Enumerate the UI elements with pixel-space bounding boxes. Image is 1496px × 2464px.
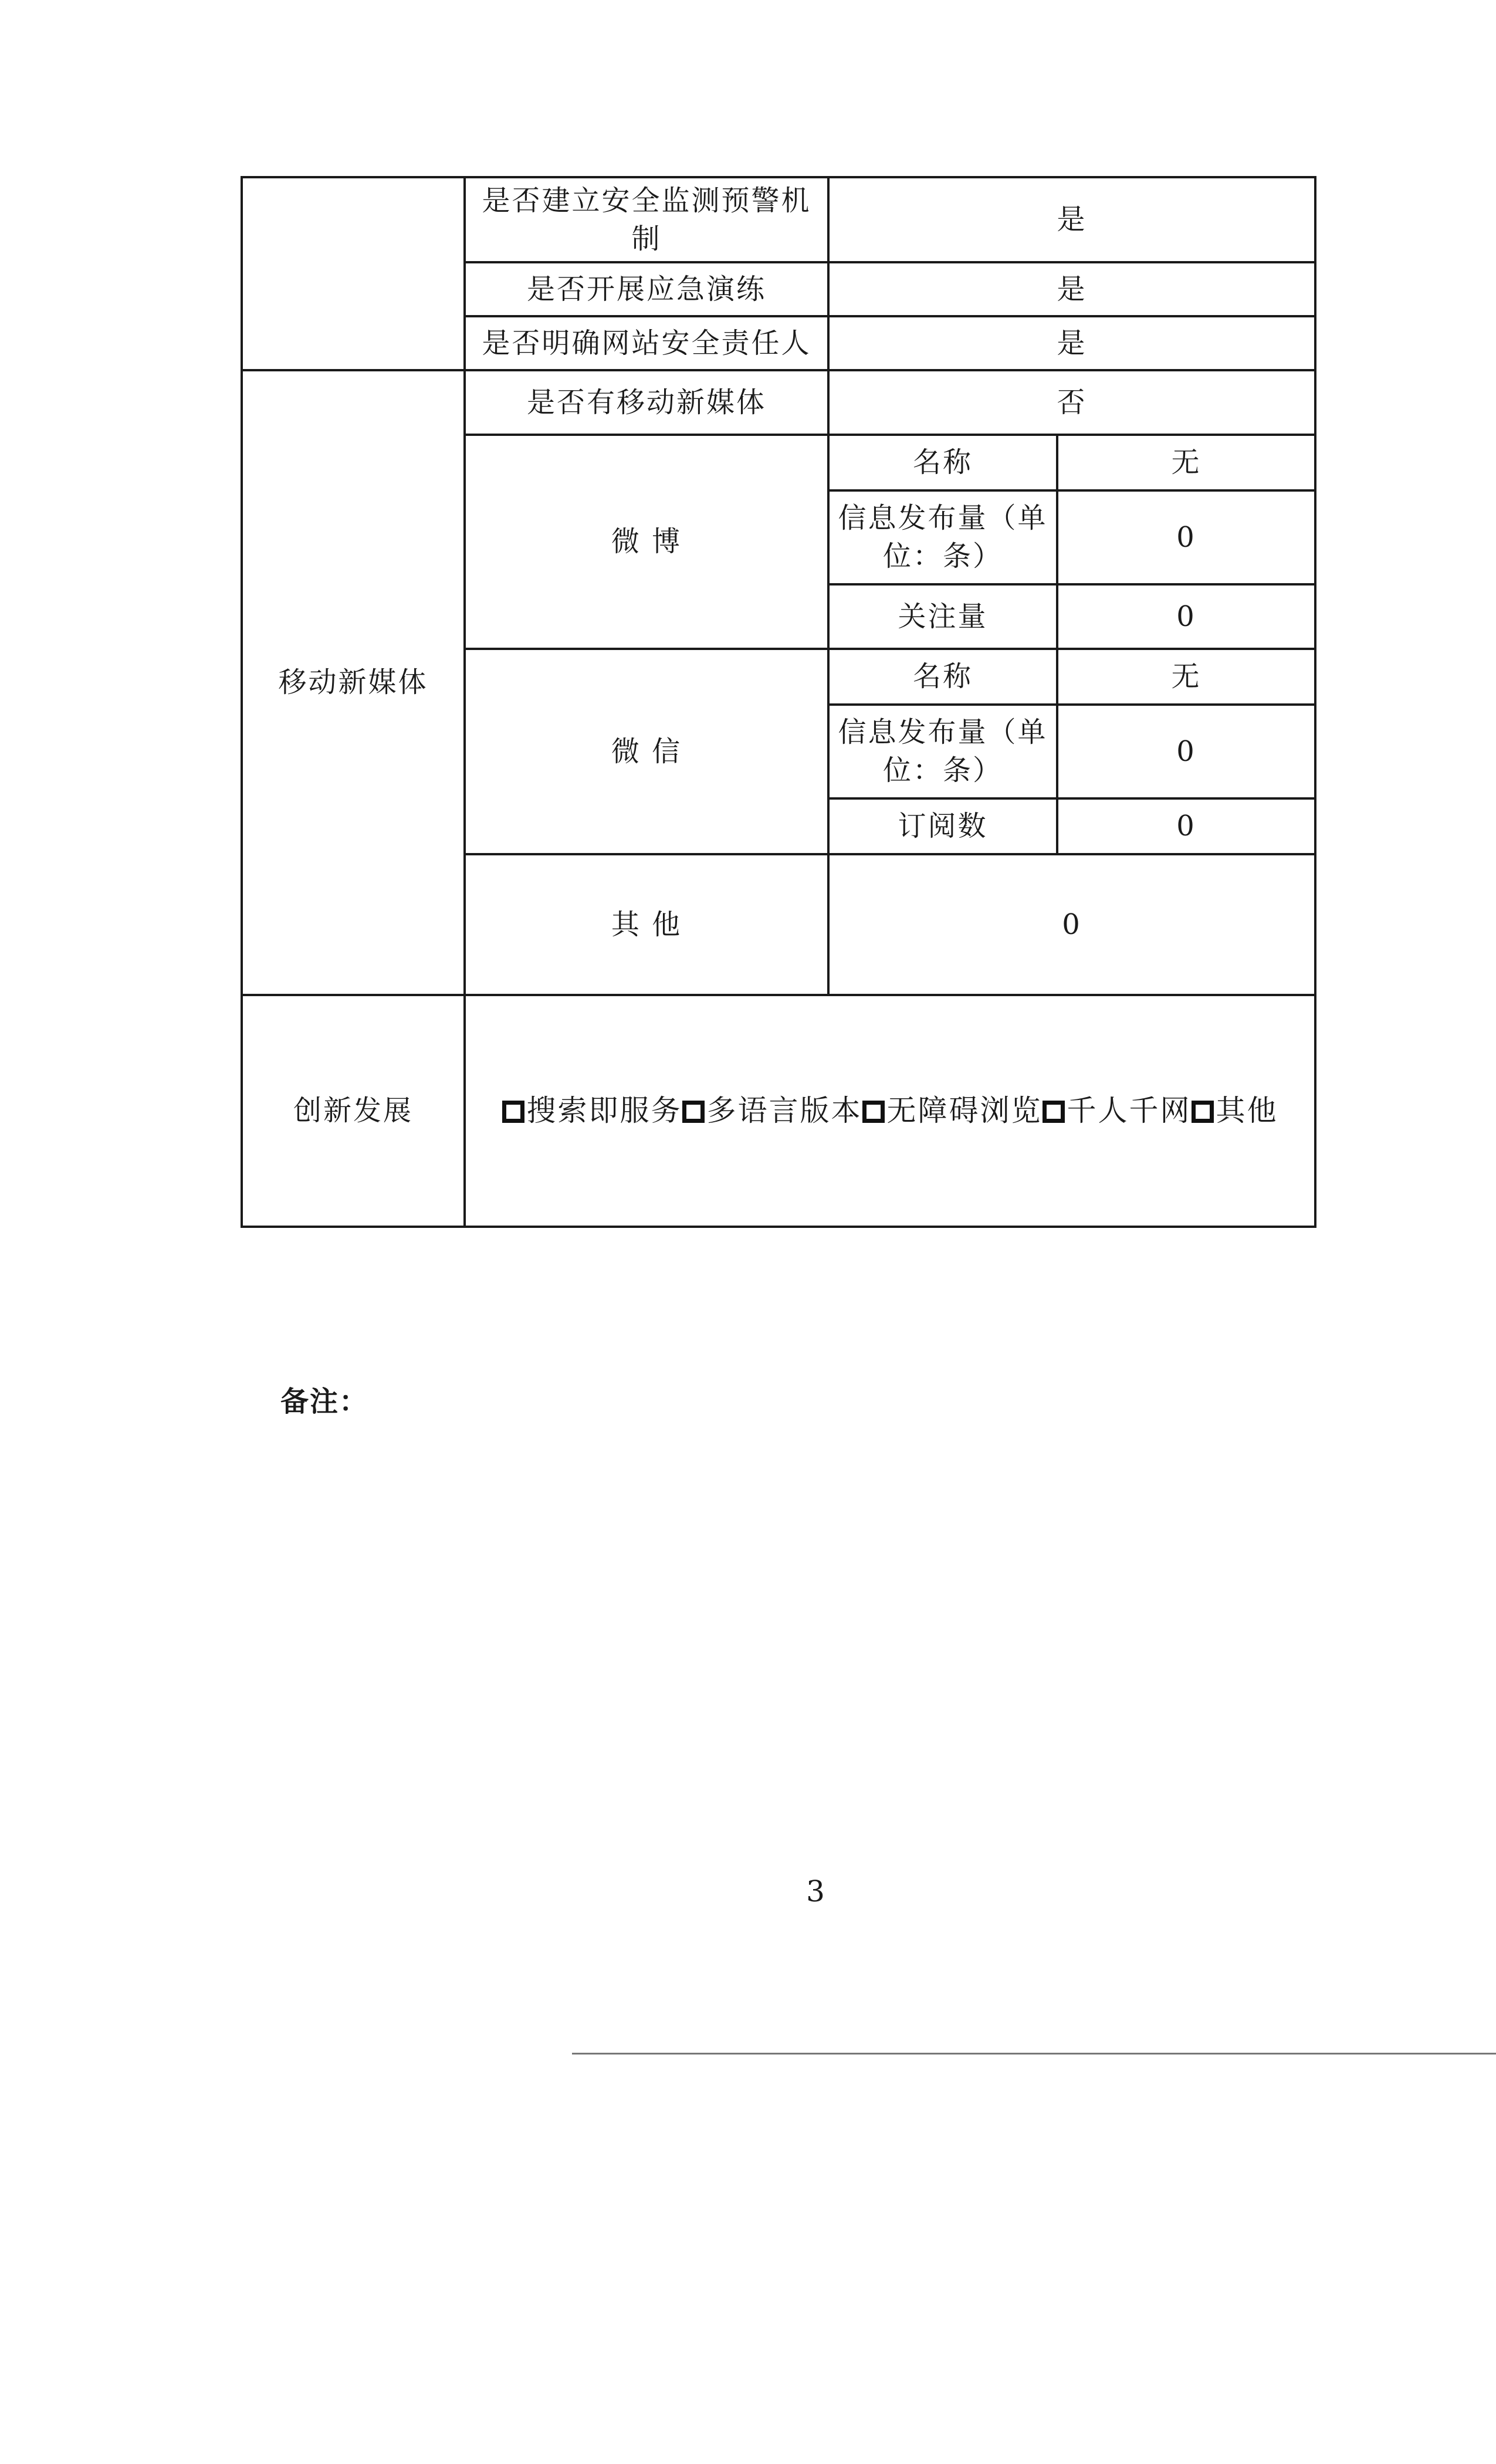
wechat-name-label: 名称: [828, 649, 1057, 705]
checkbox-icon[interactable]: [862, 1101, 885, 1123]
monitoring-value: 是: [828, 177, 1315, 262]
checkbox-icon[interactable]: [1192, 1101, 1214, 1123]
drill-label: 是否开展应急演练: [465, 262, 828, 316]
weibo-name-value: 无: [1057, 435, 1315, 490]
wechat-subscribers-label: 订阅数: [828, 798, 1057, 854]
security-section-cell: [242, 177, 465, 370]
checkbox-icon[interactable]: [502, 1101, 524, 1123]
scan-edge-line: [572, 2053, 1496, 2055]
option-label: 其他: [1216, 1093, 1278, 1128]
option-label: 多语言版本: [706, 1093, 862, 1128]
checkbox-icon[interactable]: [1043, 1101, 1065, 1123]
weibo-name-label: 名称: [828, 435, 1057, 490]
weibo-followers-value: 0: [1057, 584, 1315, 649]
website-status-table: [241, 176, 1316, 1228]
wechat-name-value: 无: [1057, 649, 1315, 705]
monitoring-row: [242, 177, 1315, 262]
option-personalized[interactable]: [1043, 1094, 1192, 1128]
checkbox-icon[interactable]: [682, 1101, 705, 1123]
weibo-followers-label: 关注量: [828, 584, 1057, 649]
has-mobile-row: [242, 370, 1315, 435]
option-accessible[interactable]: [862, 1094, 1043, 1128]
innovation-row: [242, 995, 1315, 1227]
has-mobile-label: 是否有移动新媒体: [465, 370, 828, 435]
other-media-label: 其 他: [465, 854, 828, 995]
mobile-section-label: 移动新媒体: [242, 370, 465, 995]
responsible-value: 是: [828, 316, 1315, 370]
other-media-value: 0: [828, 854, 1315, 995]
remark-label: 备注：: [280, 1385, 369, 1418]
wechat-subscribers-value: 0: [1057, 798, 1315, 854]
weibo-posts-value: 0: [1057, 490, 1315, 584]
innovation-label: 创新发展: [242, 995, 465, 1227]
monitoring-label: 是否建立安全监测预警机制: [465, 177, 828, 262]
wechat-posts-value: 0: [1057, 705, 1315, 798]
drill-value: 是: [828, 262, 1315, 316]
innovation-options: [465, 995, 1315, 1227]
weibo-posts-label: 信息发布量（单位：条）: [828, 490, 1057, 584]
option-label: 搜索即服务: [526, 1093, 682, 1128]
has-mobile-value: 否: [828, 370, 1315, 435]
page-number: 3: [806, 1874, 825, 1908]
weibo-label: 微 博: [465, 435, 828, 649]
option-label: 千人千网: [1067, 1093, 1192, 1128]
option-label: 无障碍浏览: [886, 1093, 1043, 1128]
option-other[interactable]: [1192, 1094, 1278, 1128]
responsible-label: 是否明确网站安全责任人: [465, 316, 828, 370]
wechat-posts-label: 信息发布量（单位：条）: [828, 705, 1057, 798]
option-search-service[interactable]: [502, 1094, 682, 1128]
option-multilingual[interactable]: [682, 1094, 862, 1128]
wechat-label: 微 信: [465, 649, 828, 854]
